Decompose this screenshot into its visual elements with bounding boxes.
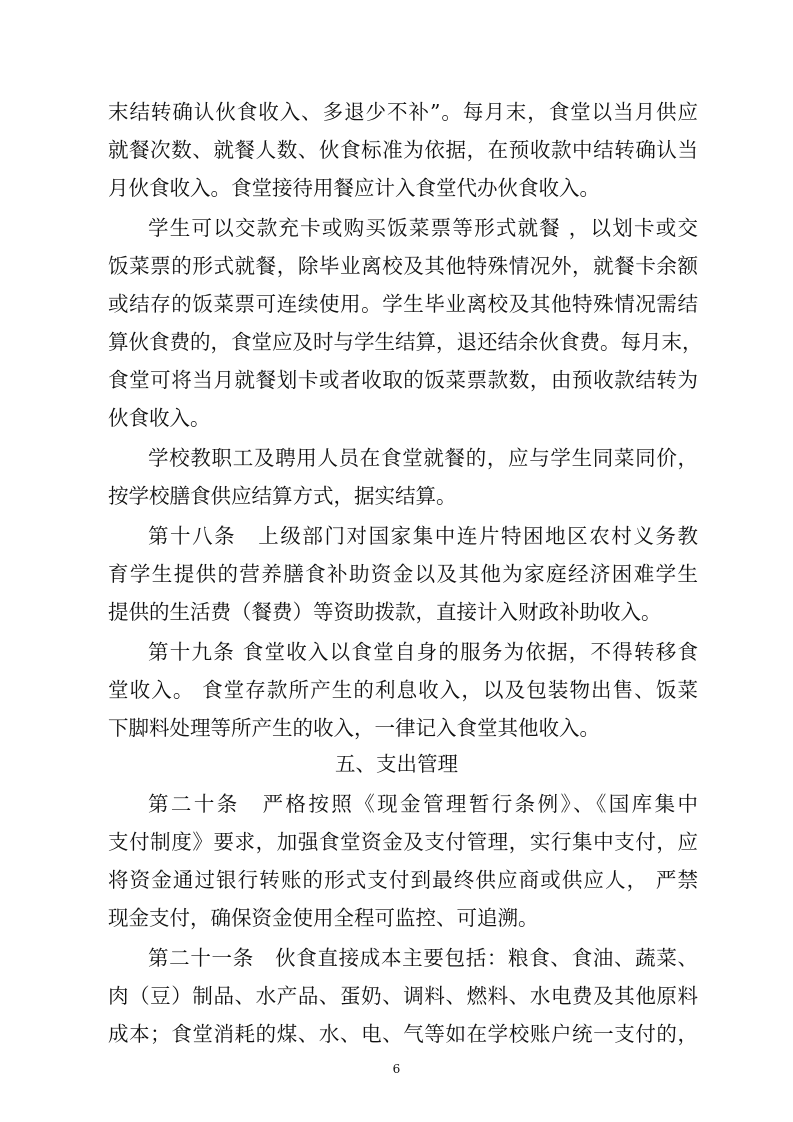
paragraph-line: 成本；食堂消耗的煤、水、电、气等如在学校账户统一支付的， — [108, 1022, 698, 1046]
paragraph-line: 学生可以交款充卡或购买饭菜票等形式就餐 ，以划卡或交 — [148, 216, 698, 240]
section-heading: 五、支出管理 — [335, 752, 458, 776]
article-line: 第二十条 严格按照《现金管理暂行条例》、《国库集中 — [148, 792, 698, 816]
paragraph-line: 学校教职工及聘用人员在食堂就餐的，应与学生同菜同价， — [148, 446, 698, 470]
paragraph-line: 肉（豆）制品、水产品、蛋奶、调料、燃料、水电费及其他原料 — [108, 984, 698, 1008]
paragraph-line: 现金支付，确保资金使用全程可监控、可追溯。 — [108, 906, 539, 930]
paragraph-line: 或结存的饭菜票可连续使用。学生毕业离校及其他特殊情况需结 — [108, 292, 698, 316]
paragraph-line: 饭菜票的形式就餐，除毕业离校及其他特殊情况外，就餐卡余额 — [108, 254, 698, 278]
article-line: 第十九条 食堂收入以食堂自身的服务为依据，不得转移食 — [148, 640, 698, 664]
paragraph-line: 算伙食费的，食堂应及时与学生结算，退还结余伙食费。每月末， — [108, 330, 703, 354]
page-number: 6 — [392, 1062, 401, 1076]
article-line: 第十八条 上级部门对国家集中连片特困地区农村义务教 — [148, 524, 698, 548]
paragraph-line: 食堂可将当月就餐划卡或者收取的饭菜票款数，由预收款结转为 — [108, 368, 698, 392]
paragraph-line: 末结转确认伙食收入、多退少不补”。每月末，食堂以当月供应 — [108, 100, 698, 124]
article-line: 第二十一条 伙食直接成本主要包括：粮食、食油、蔬菜、 — [148, 946, 698, 970]
paragraph-line: 月伙食收入。食堂接待用餐应计入食堂代办伙食收入。 — [108, 176, 600, 200]
paragraph-line: 支付制度》要求，加强食堂资金及支付管理，实行集中支付，应 — [108, 830, 698, 854]
paragraph-line: 下脚料处理等所产生的收入，一律记入食堂其他收入。 — [108, 716, 600, 740]
paragraph-line: 提供的生活费（餐费）等资助拨款，直接计入财政补助收入。 — [108, 600, 662, 624]
paragraph-line: 堂收入。 食堂存款所产生的利息收入，以及包装物出售、饭菜 — [108, 678, 698, 702]
paragraph-line: 就餐次数、就餐人数、伙食标准为依据，在预收款中结转确认当 — [108, 138, 698, 162]
paragraph-line: 按学校膳食供应结算方式，据实结算。 — [108, 484, 457, 508]
paragraph-line: 伙食收入。 — [108, 406, 211, 430]
paragraph-line: 将资金通过银行转账的形式支付到最终供应商或供应人， 严禁 — [108, 868, 698, 892]
paragraph-line: 育学生提供的营养膳食补助资金以及其他为家庭经济困难学生 — [108, 562, 698, 586]
